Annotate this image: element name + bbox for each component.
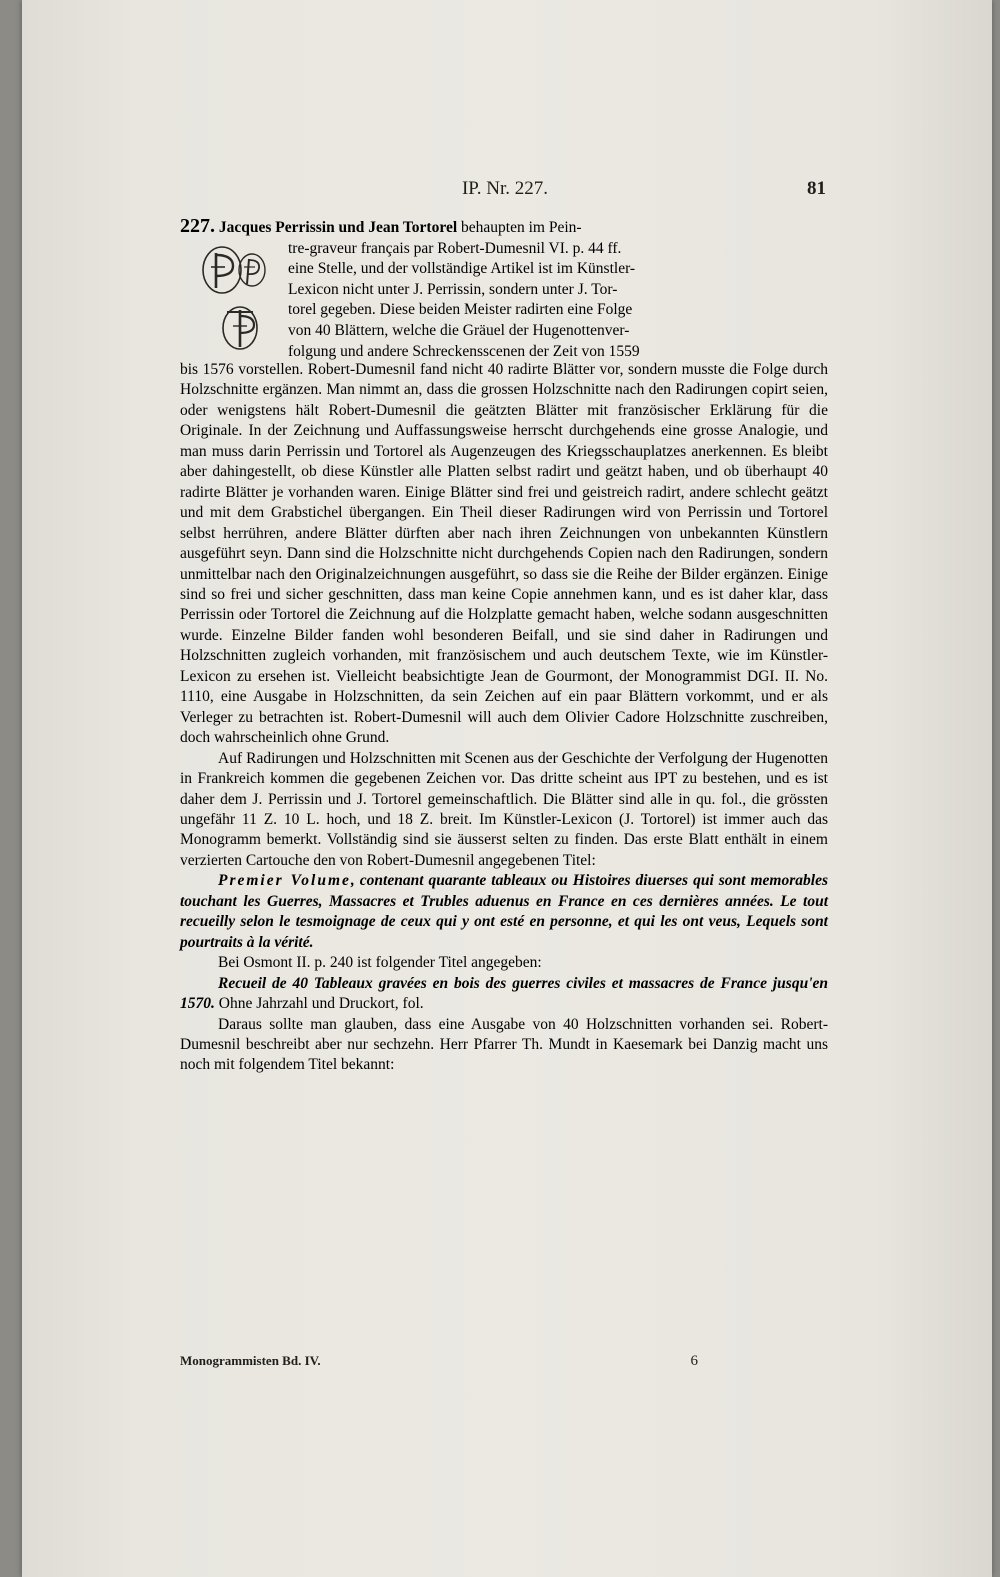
signature-line: Monogrammisten Bd. IV.	[180, 1353, 321, 1368]
paragraph-3: Bei Osmont II. p. 240 ist folgender Titel angegeben:	[218, 954, 542, 972]
body-text	[180, 360, 828, 1076]
entry-number: 227.	[180, 215, 215, 237]
title-quote-2: Recueil de 40 Tableaux gravées en bois des guerres civiles et massacres de France jusqu'en 1570.	[180, 974, 828, 1013]
paragraph-1: bis 1576 vorstellen. Robert-Dumesnil fand nicht 40 radirte Blätter vor, sondern musste die Folge durch Holzschnitte ergänzen. Man nimmt an, dass die grossen Holzschnitte nach den Radirungen copirt seien, oder wenigstens hält Robert-Dumesnil die geätzten Blätter mit französischer Erklärung für die Originale. In der Zeichnung und Auffassungsweise herrscht durchgehends eine grosse Analogie, und man muss darin Perrissin und Tortorel als Augenzeugen des Kriegsschauplatzes anerkennen. Es bleibt aber dahingestellt, ob diese Künstler alle Platten selbst radirt und geätzt haben, und ob überhaupt 40 radirte Blätter je vorhanden waren. Einige Blätter sind frei und geistreich radirt, andere schlecht geätzt und mit dem Grabstichel übergangen. Ein Theil dieser Radirungen wird von Perrissin und Tortorel selbst herrühren, andere Blätter dürften aber nach ihren Zeichnungen von unbekannten Künstlern ausgeführt seyn. Dann sind die Holzschnitte nicht durchgehends Copien nach den Radirungen, sondern unmittelbar nach den Originalzeichnungen ausgeführt, so dass sie die Reihe der Bilder ergänzen. Einige sind so frei und sicher geschnitten, dass man keine Copie annehmen kann, und es ist daher klar, dass Perrissin oder Tortorel die Zeichnung auf die Holzplatte gemacht haben, welche sodann ausgeschnitten wurde. Einzelne Bilder fanden wohl besonderen Beifall, und sie sind daher in Radirungen und Holzschnitten zugleich vorhanden, mit französischem und auch deutschem Texte, wie im Künstler-Lexicon zu ersehen ist. Vielleicht beabsichtigte Jean de Gourmont, der Monogrammist DGI. II. No. 1110, eine Ausgabe in Holzschnitten, da sein Zeichen auf ein paar Blättern vorkommt, und er als Verleger zu betrachten ist. Robert-Dumesnil will auch dem Olivier Cadore Holzschnitte zuschreiben, doch wahrscheinlich ohne Grund.	[180, 361, 828, 747]
page-number: 81	[807, 178, 826, 199]
running-head	[180, 178, 830, 204]
title-quote-1-rest: , contenant quarante tableaux ou Histoires diuerses qui sont memorables touchant les Guerres, Massacres et Trubles aduenus en France en ces dernières années. Le tout recueilly selon le tesmoignage de ceux qui y ont esté en personne, et qui les ont veus, Lequels sont pourtraits à la vérité.	[180, 872, 828, 951]
entry-line-6: folgung und andere Schreckensscenen der Zeit von 1559	[288, 342, 640, 360]
title-quote-2-after: Ohne Jahrzahl und Druckort, fol.	[214, 995, 424, 1013]
entry-heading-line	[180, 216, 828, 239]
page-footer	[180, 1353, 830, 1375]
running-title: IP. Nr. 227.	[461, 178, 549, 199]
entry-line-5: von 40 Blättern, welche die Gräuel der Hugenottenver-	[288, 321, 630, 339]
entry-line-1: tre-graveur français par Robert-Dumesnil VI. p. 44 ff.	[288, 239, 622, 257]
entry-line-4: torel gegeben. Diese beiden Meister radirten eine Folge	[288, 301, 633, 319]
title-quote-2-line	[180, 974, 828, 1015]
title-quote-1-lead: Premier Volume	[218, 872, 351, 890]
title-quote-1	[180, 871, 828, 953]
entry-line-2: eine Stelle, und der vollständige Artikel ist im Künstler-	[288, 260, 636, 278]
entry-227	[180, 216, 828, 362]
sheet-mark: 6	[690, 1353, 698, 1369]
entry-line-0: behaupten im Pein-	[461, 219, 582, 236]
entry-line-3: Lexicon nicht unter J. Perrissin, sondern unter J. Tor-	[288, 280, 618, 298]
paragraph-4: Daraus sollte man glauben, dass eine Ausgabe von 40 Holzschnitten vorhanden sei. Robert-Dumesnil beschreibt aber nur sechzehn. Herr Pfarrer Th. Mundt in Kaesemark bei Danzig macht uns noch mit folgendem Titel bekannt:	[180, 1015, 828, 1074]
paragraph-2: Auf Radirungen und Holzschnitten mit Scenen aus der Geschichte der Verfolgung der Hugenotten in Frankreich kommen die gegebenen Zeichen vor. Das dritte scheint aus IPT zu bestehen, und es ist daher dem J. Perrissin und J. Tortorel gemeinschaftlich. Die Blätter sind alle in qu. fol., die grössten ungefähr 11 Z. 10 L. hoch, und 18 Z. breit. Im Künstler-Lexicon (J. Tortorel) ist immer auch das Monogramm bemerkt. Vollständig sind sie äusserst selten zu finden. Das erste Blatt enthält in einem verzierten Cartouche den von Robert-Dumesnil angegebenen Titel:	[180, 749, 828, 869]
entry-names: Jacques Perrissin und Jean Tortorel	[218, 219, 458, 236]
